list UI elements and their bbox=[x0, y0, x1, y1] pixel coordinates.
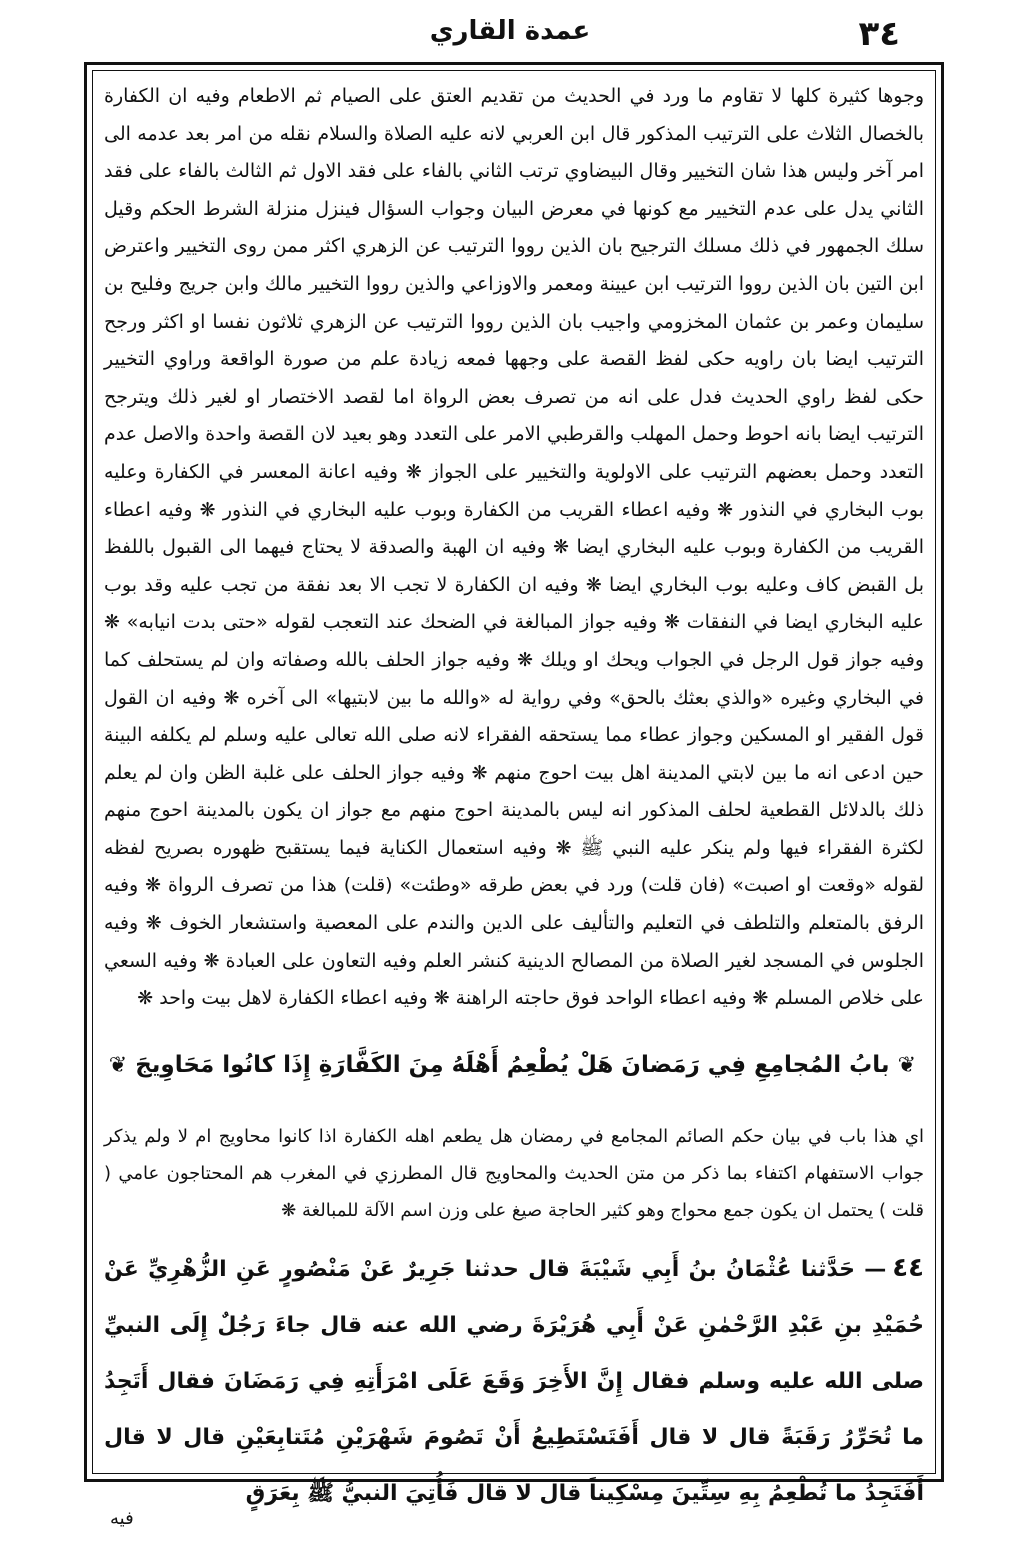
hadith-block bbox=[104, 1240, 924, 1506]
chapter-heading bbox=[104, 1052, 924, 1098]
page-number: ٣٤ bbox=[858, 14, 900, 54]
chapter-heading-text: بابُ المُجامِعِ فِي رَمَضانَ هَلْ يُطْعِمُ أَهْلَهُ مِنَ الكَفَّارَةِ إِذَا كانُوا مَحَاوِيجَ bbox=[135, 1052, 890, 1078]
hadith-number: ٤٤ bbox=[892, 1253, 924, 1283]
page-header bbox=[80, 10, 940, 58]
hadith-text: — حَدَّثنا عُثْمَانُ بنُ أَبِي شَيْبَةَ قال حدثنا جَرِيرٌ عَنْ مَنْصُورٍ عَنِ الزُّهْرِيِّ عَنْ حُمَيْدِ بنِ عَبْدِ الرَّحْمٰنِ عَنْ أَبِي هُرَيْرَةَ رضي الله عنه قال جاءَ رَجُلٌ إِلَى النبيِّ صلى الله عليه وسلم فقال إِنَّ الأَخِرَ وَقَعَ عَلَى امْرَأَتِهِ فِي رَمَضَانَ فقال أَتَجِدُ ما تُحَرِّرُ رَقَبَةً قال لا قال أَفَتَسْتَطِيعُ أَنْ تَصُومَ شَهْرَيْنِ مُتَتابِعَيْنِ قال لا قال أَفَتَجِدُ ما تُطْعِمُ بِهِ سِتِّينَ مِسْكِيناً قال لا قال فَأُتِيَ النبيُّ ﷺ بِعَرَقٍ bbox=[104, 1257, 924, 1506]
ornament-right-icon: ❦ bbox=[897, 1053, 916, 1078]
running-title: عمدة القاري bbox=[429, 16, 591, 46]
chapter-explanation: اي هذا باب في بيان حكم الصائم المجامع في رمضان هل يطعم اهله الكفارة اذا كانوا محاويج ام لا ولم يذكر جواب الاستفهام اكتفاء بما ذكر من متن الحديث والمحاويج قال المطرزي في المغرب هم المحتاجون عامي ( قلت ) يحتمل ان يكون جمع محواج وهو كثير الحاجة صيغ على وزن اسم الآلة للمبالغة ❋ bbox=[104, 1126, 924, 1221]
commentary-text: وجوها كثيرة كلها لا تقاوم ما ورد في الحديث من تقديم العتق على الصيام ثم الاطعام وفيه ان الكفارة بالخصال الثلاث على الترتيب المذكور قال ابن العربي لانه عليه الصلاة والسلام نقله من امر بعد عدمه الى امر آخر وليس هذا شان التخيير وقال البيضاوي ترتب الثاني بالفاء على فقد الاول ثم الثالث بالفاء على فقد الثاني يدل على عدم التخيير مع كونها في معرض البيان وجواب السؤال فينزل منزلة الشرط الحكم وقيل سلك الجمهور في ذلك مسلك الترجيح بان الذين رووا الترتيب عن الزهري اكثر ممن روى التخيير واعترض ابن التين بان الذين رووا الترتيب ابن عيينة ومعمر والاوزاعي والذين رووا التخيير مالك وابن جريج وفليح بن سليمان وعمر بن عثمان المخزومي واجيب بان الذين رووا الترتيب عن الزهري ثلاثون نفسا او اكثر ورجح الترتيب ايضا بان راويه حكى لفظ القصة على وجهها فمعه زيادة علم من صورة الواقعة وراوي التخيير حكى لفظ راوي الحديث فدل على انه من تصرف بعض الرواة اما لقصد الاختصار او لغير ذلك ويترجح الترتيب ايضا بانه احوط وحمل المهلب والقرطبي الامر على التعدد وهو بعيد لان القصة واحدة والاصل عدم التعدد وحمل بعضهم الترتيب على الاولوية والتخيير على الجواز ❋ وفيه اعانة المعسر في الكفارة وعليه بوب البخاري في النذور ❋ وفيه اعطاء القريب من الكفارة وبوب عليه البخاري في النذور ❋ وفيه اعطاء القريب من الكفارة وبوب عليه البخاري ايضا ❋ وفيه ان الهبة والصدقة لا يحتاج فيهما الى القبول باللفظ بل القبض كاف وعليه بوب البخاري ايضا ❋ وفيه ان الكفارة لا تجب الا بعد نفقة من تجب عليه وقد بوب عليه البخاري ايضا في النفقات ❋ وفيه جواز المبالغة في الضحك عند التعجب لقوله «حتى بدت انيابه» ❋ وفيه جواز قول الرجل في الجواب ويحك او ويلك ❋ وفيه جواز الحلف بالله وصفاته وان لم يستحلف كما في البخاري وغيره «والذي بعثك بالحق» وفي رواية له «والله ما بين لابتيها» الى آخره ❋ وفيه ان القول قول الفقير او المسكين وجواز عطاء مما يستحقه الفقراء لانه صلى الله تعالى عليه وسلم لم يكلفه البينة حين ادعى انه ما بين لابتي المدينة اهل بيت احوج منهم ❋ وفيه جواز الحلف على غلبة الظن وان لم يعلم ذلك بالدلائل القطعية لحلف المذكور انه ليس بالمدينة احوج منهم مع جواز ان يكون بالمدينة احوج منهم لكثرة الفقراء فيها ولم ينكر عليه النبي ﷺ ❋ وفيه استعمال الكناية فيما يستقبح ظهوره بصريح لفظه لقوله «وقعت او اصبت» (فان قلت) ورد في بعض طرقه «وطئت» (قلت) هذا من تصرف الرواة ❋ وفيه الرفق بالمتعلم والتلطف في التعليم والتأليف على الدين والندم على المعصية واستشعار الخوف ❋ وفيه الجلوس في المسجد لغير الصلاة من المصالح الدينية كنشر العلم وفيه التعاون على العبادة ❋ وفيه السعي على خلاص المسلم ❋ وفيه اعطاء الواحد فوق حاجته الراهنة ❋ وفيه اعطاء الكفارة لاهل بيت واحد ❋ bbox=[104, 85, 924, 1010]
catchword: فيه bbox=[110, 1508, 134, 1529]
ornament-left-icon: ❦ bbox=[108, 1053, 128, 1078]
